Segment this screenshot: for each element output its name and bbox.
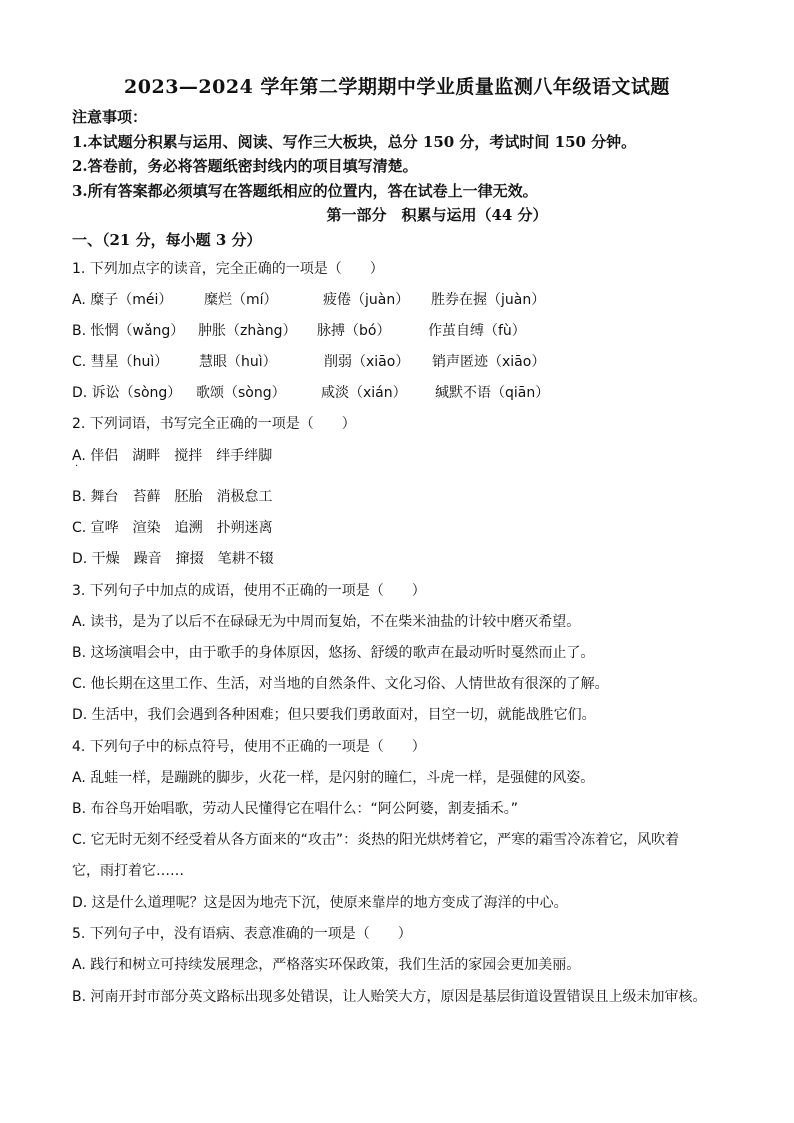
- q1-d-3: 咸淡（xián）: [321, 385, 407, 401]
- q3-option-a: A. 读书，是为了以后不在碌碌无为中周而复始，不在柴米油盐的计较中磨灭希望。: [72, 614, 581, 630]
- section1-heading: 一、（21 分，每小题 3 分）: [72, 231, 262, 249]
- q4-stem: 4. 下列句子中的标点符号，使用不正确的一项是（ ）: [72, 739, 426, 755]
- q4-option-c-continued: 它，雨打着它……: [72, 863, 184, 879]
- notice-heading: 注意事项：: [72, 108, 148, 126]
- q4-option-a: A. 乱蛙一样，是蹦跳的脚步，火花一样，是闪射的瞳仁，斗虎一样，是强健的风姿。: [72, 770, 595, 786]
- q1-c-3: 削弱（xiāo）: [324, 354, 410, 370]
- q2-option-b: B. 舞台 苔藓 胚胎 消极怠工: [72, 489, 273, 505]
- notice-item-1: 1.本试题分积累与运用、阅读、写作三大板块，总分 150 分，考试时间 150 分钟。: [72, 133, 637, 151]
- q3-stem: 3. 下列句子中加点的成语，使用不正确的一项是（ ）: [72, 583, 426, 599]
- q3-option-b: B. 这场演唱会中，由于歌手的身体原因，悠扬、舒缓的歌声在最动听时戛然而止了。: [72, 645, 595, 661]
- q1-a-4: 胜券在握（juàn）: [431, 292, 546, 308]
- q5-option-a: A. 践行和树立可持续发展理念，严格落实环保政策，我们生活的家园会更加美丽。: [72, 957, 581, 973]
- q2-option-a: A. 伴侣 湖畔 搅拌 绊手绊脚: [72, 448, 273, 464]
- q1-d-4: 缄默不语（qiān）: [435, 385, 550, 401]
- q1-stem: 1. 下列加点字的读音，完全正确的一项是（ ）: [72, 261, 384, 277]
- notice-item-2: 2.答卷前，务必将答题纸密封线内的项目填写清楚。: [72, 157, 418, 175]
- q3-option-d: D. 生活中，我们会遇到各种困难；但只要我们勇敢面对，目空一切，就能战胜它们。: [72, 707, 596, 723]
- q4-option-d: D. 这是什么道理呢？这是因为地壳下沉，使原来靠岸的地方变成了海洋的中心。: [72, 895, 568, 911]
- q2-option-d: D. 干燥 躁音 撺掇 笔耕不辍: [72, 551, 274, 567]
- part1-heading: 第一部分 积累与运用（44 分）: [326, 206, 548, 224]
- notice-item-3: 3.所有答案都必须填写在答题纸相应的位置内，答在试卷上一律无效。: [72, 182, 538, 200]
- q5-stem: 5. 下列句子中，没有语病、表意准确的一项是（ ）: [72, 926, 412, 942]
- q1-c-1: C. 彗星（huì）: [72, 354, 169, 370]
- q1-a-1: A. 糜子（méi）: [72, 292, 173, 308]
- q4-option-c: C. 它无时无刻不经受着从各方面来的“攻击”：炎热的阳光烘烤着它，严寒的霜雪冷冻着它，风吹着: [72, 832, 680, 848]
- q1-a-2: 糜烂（mí）: [204, 292, 278, 308]
- q4-option-b: B. 布谷鸟开始唱歌，劳动人民懂得它在唱什么：“阿公阿婆，割麦插禾。”: [72, 801, 519, 817]
- q5-option-b: B. 河南开封市部分英文路标出现多处错误，让人贻笑大方，原因是基层街道设置错误且上级未加审核。: [72, 989, 707, 1005]
- emphasis-dot-mark: ·: [75, 461, 79, 472]
- exam-title: 2023—2024 学年第二学期期中学业质量监测八年级语文试题: [124, 76, 670, 98]
- q1-b-2: 肿胀（zhàng）: [198, 323, 297, 339]
- q2-stem: 2. 下列词语，书写完全正确的一项是（ ）: [72, 416, 356, 432]
- q1-b-1: B. 怅惘（wǎng）: [72, 323, 185, 339]
- q1-c-4: 销声匿迹（xiāo）: [432, 354, 546, 370]
- q1-b-4: 作茧自缚（fù）: [428, 323, 526, 339]
- q1-c-2: 慧眼（huì）: [199, 354, 277, 370]
- q1-d-1: D. 诉讼（sòng）: [72, 385, 182, 401]
- q1-d-2: 歌颂（sòng）: [196, 385, 286, 401]
- q1-b-3: 脉搏（bó）: [317, 323, 391, 339]
- q1-a-3: 疲倦（juàn）: [323, 292, 410, 308]
- q2-option-c: C. 宣哗 渲染 追溯 扑朔迷离: [72, 520, 273, 536]
- q3-option-c: C. 他长期在这里工作、生活，对当地的自然条件、文化习俗、人情世故有很深的了解。: [72, 676, 609, 692]
